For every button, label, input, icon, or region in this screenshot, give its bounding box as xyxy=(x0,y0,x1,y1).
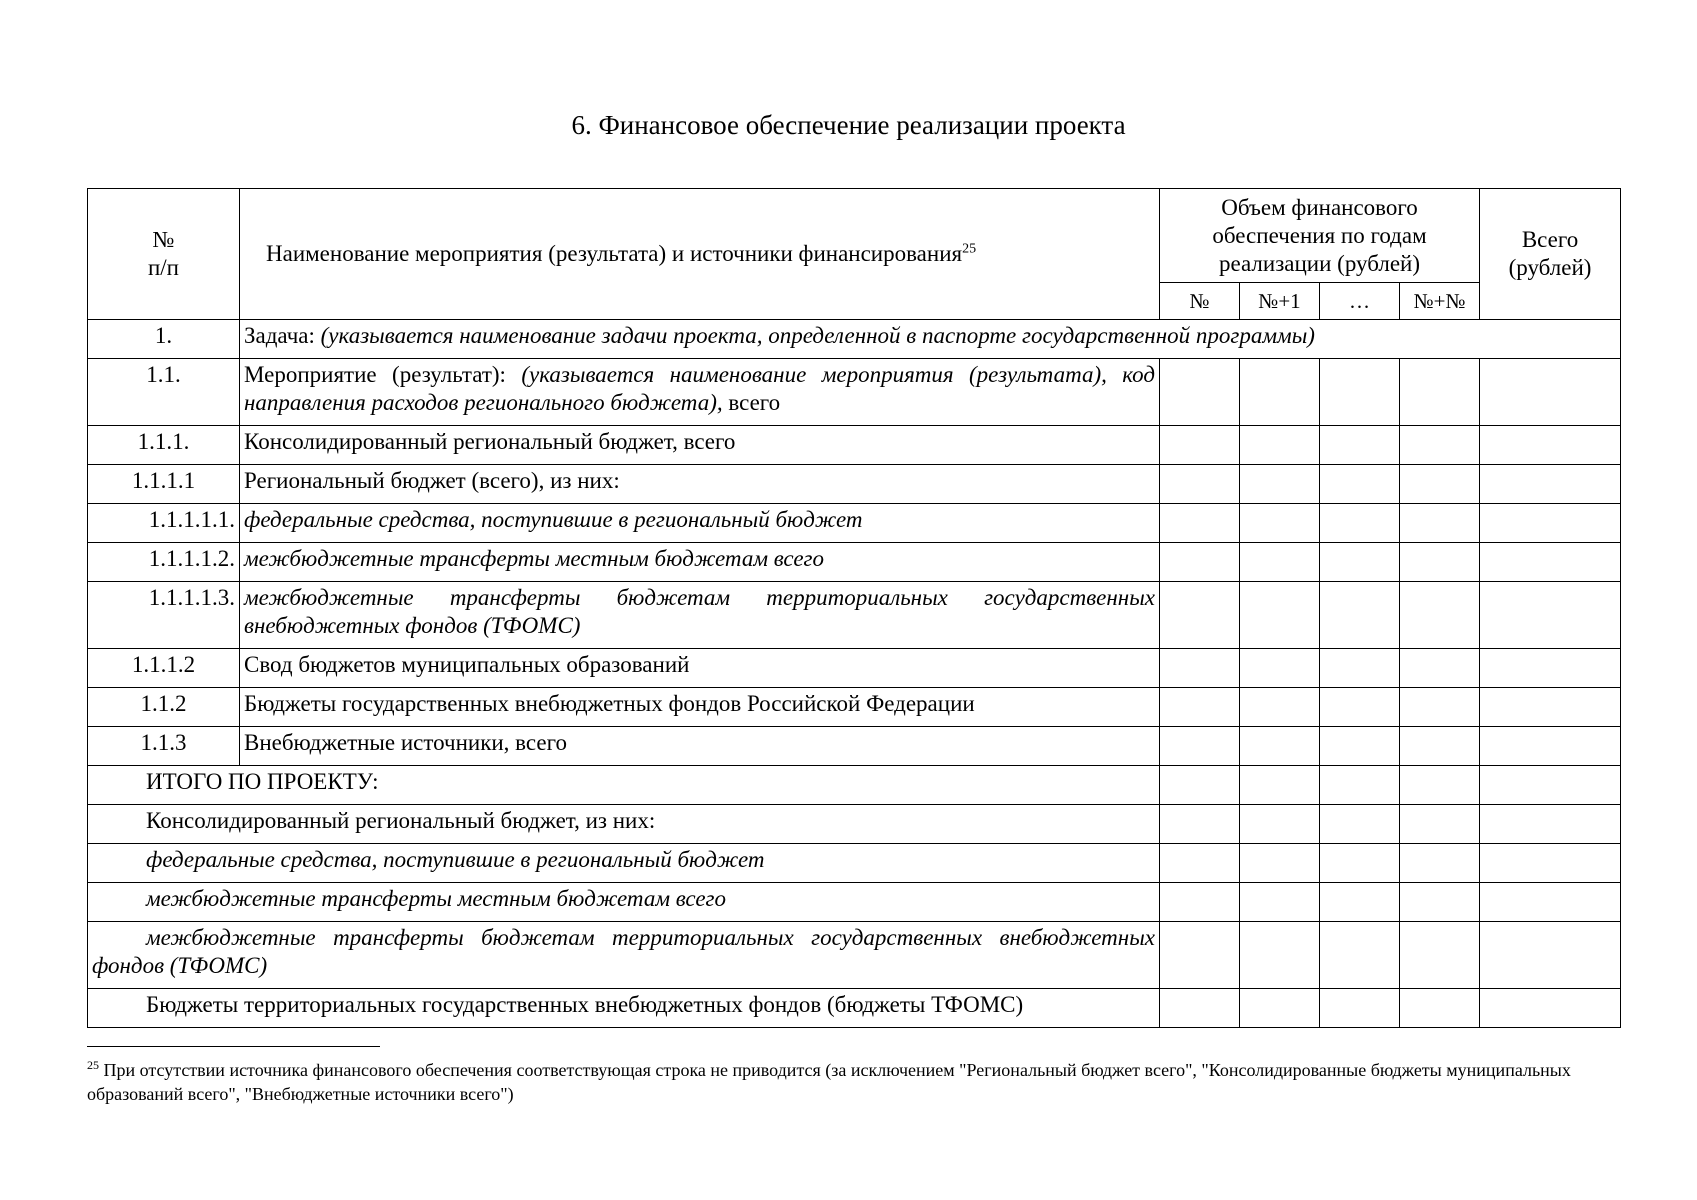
row-num: 1.1.1.1.2. xyxy=(88,543,240,582)
footnote-ref: 25 xyxy=(962,241,977,257)
year-cell-0 xyxy=(1160,805,1240,844)
year-cell-1 xyxy=(1240,359,1320,426)
total-cell xyxy=(1480,426,1621,465)
row-text-part: Консолидированный региональный бюджет, всего xyxy=(244,429,736,454)
year-cell-1 xyxy=(1240,688,1320,727)
year-cell-0 xyxy=(1160,844,1240,883)
table-row xyxy=(88,688,1621,727)
year-cell-1 xyxy=(1240,989,1320,1028)
total-cell xyxy=(1480,543,1621,582)
task-num: 1. xyxy=(88,320,240,359)
task-description: (указывается наименование задачи проекта, определенной в паспорте государственной программы) xyxy=(320,323,1315,348)
total-cell xyxy=(1480,688,1621,727)
year-cell-1 xyxy=(1240,766,1320,805)
year-cell-0 xyxy=(1160,766,1240,805)
row-text xyxy=(240,465,1160,504)
year-cell-2 xyxy=(1320,883,1400,922)
total-cell xyxy=(1480,805,1621,844)
year-cell-1 xyxy=(1240,465,1320,504)
row-num: 1.1.1.2 xyxy=(88,649,240,688)
row-text-part: Бюджеты государственных внебюджетных фондов Российской Федерации xyxy=(244,691,975,716)
total-cell xyxy=(1480,766,1621,805)
row-text-part: Региональный бюджет (всего), из них: xyxy=(244,468,620,493)
task-text xyxy=(240,320,1621,359)
table-row xyxy=(88,582,1621,649)
year-cell-2 xyxy=(1320,465,1400,504)
year-cell-1 xyxy=(1240,727,1320,766)
total-cell xyxy=(1480,727,1621,766)
year-cell-3 xyxy=(1400,504,1480,543)
table-row xyxy=(88,649,1621,688)
year-cell-0 xyxy=(1160,883,1240,922)
task-row xyxy=(88,320,1621,359)
header-name-text: Наименование мероприятия (результата) и источники финансирования xyxy=(266,241,963,266)
year-cell-3 xyxy=(1400,727,1480,766)
year-cell-0 xyxy=(1160,649,1240,688)
row-text xyxy=(240,543,1160,582)
year-cell-3 xyxy=(1400,359,1480,426)
row-text-part: Мероприятие (результат): xyxy=(244,362,522,387)
total-cell xyxy=(1480,465,1621,504)
total-cell xyxy=(1480,359,1621,426)
year-cell-0 xyxy=(1160,426,1240,465)
footnote-separator xyxy=(87,1046,380,1047)
table-row xyxy=(88,426,1621,465)
year-cell-2 xyxy=(1320,504,1400,543)
row-num: 1.1.1.1.3. xyxy=(88,582,240,649)
row-text xyxy=(240,582,1160,649)
year-cell-2 xyxy=(1320,688,1400,727)
year-cell-0 xyxy=(1160,727,1240,766)
total-row xyxy=(88,844,1621,883)
total-row xyxy=(88,883,1621,922)
year-cell-3 xyxy=(1400,766,1480,805)
header-name xyxy=(240,189,1160,320)
year-cell-1 xyxy=(1240,844,1320,883)
year-cell-3 xyxy=(1400,543,1480,582)
total-row xyxy=(88,989,1621,1028)
total-row xyxy=(88,766,1621,805)
year-cell-2 xyxy=(1320,543,1400,582)
year-cell-2 xyxy=(1320,359,1400,426)
year-cell-0 xyxy=(1160,688,1240,727)
total-row-text: федеральные средства, поступившие в региональный бюджет xyxy=(88,844,1160,883)
row-text-part: межбюджетные трансферты бюджетам территориальных государственных внебюджетных фондов (ТФОМС) xyxy=(244,585,1155,638)
header-total: Всего (рублей) xyxy=(1480,189,1621,320)
row-text-part: всего xyxy=(722,390,781,415)
year-cell-0 xyxy=(1160,582,1240,649)
footnote-text: При отсутствии источника финансового обеспечения соответствующая строка не приводится (за исключением "Региональный бюджет всего", "Консолидированные бюджеты муниципальных образований всего", "Внебюджетные источники всего") xyxy=(87,1060,1571,1104)
year-cell-3 xyxy=(1400,465,1480,504)
table-row xyxy=(88,465,1621,504)
year-cell-1 xyxy=(1240,883,1320,922)
year-cell-0 xyxy=(1160,989,1240,1028)
row-text-part: федеральные средства, поступившие в региональный бюджет xyxy=(244,507,863,532)
row-text xyxy=(240,426,1160,465)
year-cell-3 xyxy=(1400,883,1480,922)
row-num: 1.1.2 xyxy=(88,688,240,727)
total-row-text: межбюджетные трансферты местным бюджетам всего xyxy=(88,883,1160,922)
total-cell xyxy=(1480,989,1621,1028)
header-year-2: … xyxy=(1320,283,1400,320)
row-text xyxy=(240,688,1160,727)
table-row xyxy=(88,504,1621,543)
year-cell-0 xyxy=(1160,504,1240,543)
row-text-part: межбюджетные трансферты местным бюджетам всего xyxy=(244,546,825,571)
total-row-text: межбюджетные трансферты бюджетам территориальных государственных внебюджетных фондов (ТФОМС) xyxy=(88,922,1160,989)
year-cell-1 xyxy=(1240,426,1320,465)
total-cell xyxy=(1480,844,1621,883)
row-text-part: Внебюджетные источники, всего xyxy=(244,730,567,755)
header-volume: Объем финансового обеспечения по годам реализации (рублей) xyxy=(1160,189,1480,283)
total-cell xyxy=(1480,649,1621,688)
header-num: № п/п xyxy=(88,189,240,320)
year-cell-2 xyxy=(1320,922,1400,989)
year-cell-3 xyxy=(1400,688,1480,727)
total-cell xyxy=(1480,504,1621,543)
year-cell-2 xyxy=(1320,582,1400,649)
row-text-part: (указывается наименование мероприятия (результата), код направления расходов регионального бюджета), xyxy=(244,362,1156,415)
year-cell-3 xyxy=(1400,805,1480,844)
year-cell-1 xyxy=(1240,504,1320,543)
total-row-text: Консолидированный региональный бюджет, из них: xyxy=(88,805,1160,844)
total-cell xyxy=(1480,883,1621,922)
year-cell-3 xyxy=(1400,649,1480,688)
year-cell-0 xyxy=(1160,543,1240,582)
year-cell-2 xyxy=(1320,727,1400,766)
total-row xyxy=(88,922,1621,989)
total-row xyxy=(88,805,1621,844)
row-num: 1.1.1.1.1. xyxy=(88,504,240,543)
year-cell-0 xyxy=(1160,359,1240,426)
year-cell-1 xyxy=(1240,543,1320,582)
year-cell-1 xyxy=(1240,922,1320,989)
footnote-sup: 25 xyxy=(87,1058,99,1072)
year-cell-3 xyxy=(1400,844,1480,883)
year-cell-0 xyxy=(1160,465,1240,504)
year-cell-0 xyxy=(1160,922,1240,989)
year-cell-2 xyxy=(1320,649,1400,688)
row-num: 1.1.1.1 xyxy=(88,465,240,504)
year-cell-1 xyxy=(1240,805,1320,844)
table-row xyxy=(88,359,1621,426)
year-cell-3 xyxy=(1400,426,1480,465)
total-row-text: ИТОГО ПО ПРОЕКТУ: xyxy=(88,766,1160,805)
total-cell xyxy=(1480,582,1621,649)
total-cell xyxy=(1480,922,1621,989)
row-num: 1.1.1. xyxy=(88,426,240,465)
header-year-3: №+№ xyxy=(1400,283,1480,320)
row-num: 1.1. xyxy=(88,359,240,426)
header-year-1: №+1 xyxy=(1240,283,1320,320)
year-cell-3 xyxy=(1400,582,1480,649)
year-cell-3 xyxy=(1400,922,1480,989)
footnote xyxy=(87,1058,1620,1106)
year-cell-2 xyxy=(1320,766,1400,805)
task-prefix: Задача: xyxy=(244,323,321,348)
row-text xyxy=(240,727,1160,766)
row-num: 1.1.3 xyxy=(88,727,240,766)
year-cell-2 xyxy=(1320,805,1400,844)
header-year-0: № xyxy=(1160,283,1240,320)
year-cell-1 xyxy=(1240,649,1320,688)
financing-table xyxy=(87,188,1621,1028)
row-text xyxy=(240,649,1160,688)
year-cell-2 xyxy=(1320,844,1400,883)
row-text xyxy=(240,359,1160,426)
row-text xyxy=(240,504,1160,543)
year-cell-2 xyxy=(1320,989,1400,1028)
table-row xyxy=(88,543,1621,582)
year-cell-1 xyxy=(1240,582,1320,649)
total-row-text: Бюджеты территориальных государственных внебюджетных фондов (бюджеты ТФОМС) xyxy=(88,989,1160,1028)
row-text-part: Свод бюджетов муниципальных образований xyxy=(244,652,690,677)
table-row xyxy=(88,727,1621,766)
year-cell-2 xyxy=(1320,426,1400,465)
year-cell-3 xyxy=(1400,989,1480,1028)
page-title: 6. Финансовое обеспечение реализации проекта xyxy=(571,110,1126,140)
